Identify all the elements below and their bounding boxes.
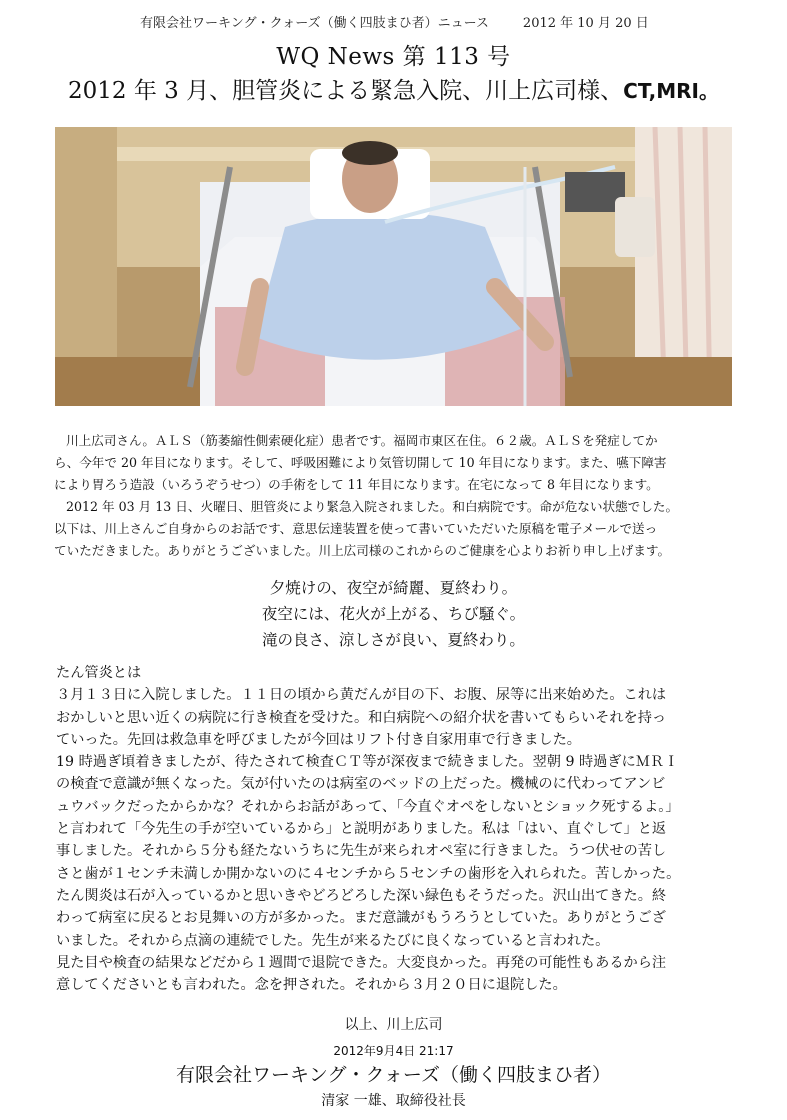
page-title: WQ News 第 113 号 <box>276 44 511 70</box>
section-heading: たん管炎とは <box>56 665 142 681</box>
poem-line: 夜空には、花火が上がる、ちび騒ぐ。 <box>261 605 526 623</box>
publisher-line: 有限会社ワーキング・クォーズ（働く四肢まひ者）ニュース <box>140 16 489 31</box>
intro-paragraph <box>54 430 744 562</box>
author-signoff: 以上、川上広司 <box>344 1017 443 1033</box>
article-body <box>56 662 746 996</box>
body-line: ていった。先回は救急車を呼びましたが今回はリフト付き自家用車で行きました。 <box>56 731 581 748</box>
body-line: さと歯が１センチ未満しか開かないのに４センチから５センチの歯形を入れられた。苦しかった。 <box>56 865 681 882</box>
representative-name: 清家 一雄、取締役社長 <box>321 1093 466 1109</box>
body-line: の検査で意識が無くなった。気が付いたのは病室のベッドの上だった。機械のに代わってアンビ <box>56 776 666 793</box>
intro-line: により胃ろう造設（いろうぞうせつ）の手術をして 11 年目になります。在宅になって 8 年目になります。 <box>54 477 659 492</box>
subtitle-main: 2012 年 3 月、胆管炎による緊急入院、川上広司様、 <box>68 78 624 104</box>
company-name: 有限会社ワーキング・クォーズ（働く四肢まひ者） <box>176 1064 611 1086</box>
haiku-poem <box>0 575 787 653</box>
body-line: ３月１３日に入院しました。１１日の頃から黄だんが目の下、お腹、尿等に出来始めた。これは <box>56 687 667 704</box>
subtitle-tail: CT,MRI。 <box>623 79 719 103</box>
poem-line: 夕焼けの、夜空が綺麗、夏終わり。 <box>269 579 518 597</box>
intro-line: 川上広司さん。ＡＬＳ（筋萎縮性側索硬化症）患者です。福岡市東区在住。６２歳。ＡＬＳを発症してか <box>66 433 658 448</box>
body-line: おかしいと思い近くの病院に行き検査を受けた。和白病院への紹介状を書いてもらいそれを持っ <box>56 709 667 726</box>
intro-line: 2012 年 03 月 13 日、火曜日、胆管炎により緊急入院されました。和白病院です。命が危ない状態でした。 <box>66 499 679 514</box>
body-line: 事しました。それから５分も経たないうちに先生が来られオペ室に行きました。うつ伏せの苦し <box>56 843 667 860</box>
body-line: 意してくださいとも言われた。念を押された。それから３月２０日に退院した。 <box>56 977 567 994</box>
intro-line: 以下は、川上さんご自身からのお話です、意思伝達装置を使って書いていただいた原稿を電子メールで送っ <box>54 521 658 536</box>
issue-date: 2012 年 10 月 20 日 <box>522 16 649 31</box>
body-line: 見た目や検査の結果などだから１週間で退院できた。大変良かった。再発の可能性もあるから注 <box>56 954 667 971</box>
page-subtitle <box>0 72 787 105</box>
poem-line: 滝の良さ、涼しさが良い、夏終わり。 <box>262 631 525 649</box>
header-line <box>140 12 660 31</box>
body-line: と言われて「今先生の手が空いているから」と説明がありました。私は「はい、直ぐして」と返 <box>56 821 667 838</box>
signature-date: 2012年9月4日 21:17 <box>333 1044 454 1058</box>
body-line: ュウバックだったからかな？それからお話があって、｢今直ぐオペをしないとショック死するよ。｣ <box>56 798 673 815</box>
hospital-bed-photo <box>55 127 732 406</box>
body-line: わって病室に戻るとお見舞いの方が多かった。まだ意識がもうろうとしていた。ありがとうござ <box>56 910 666 927</box>
body-line: いました。それから点滴の連続でした。先生が来るたびに良くなっていると言われた。 <box>56 932 610 949</box>
intro-line: ら、今年で 20 年目になります。そして、呼吸困難により気管切開して 10 年目になります。また、嚥下障害 <box>54 455 667 470</box>
body-line: たん関炎は石が入っているかと思いきやどろどろした深い緑色もそうだった。沢山出てきた。終 <box>56 887 667 904</box>
intro-line: ていただきました。ありがとうございました。川上広司様のこれからのご健康を心よりお祈り申し上げます。 <box>54 543 671 558</box>
body-line: 19 時過ぎ頃着きましたが、待たされて検査ＣＴ等が深夜まで続きました。翌朝 9 時過ぎにＭＲＩ <box>56 754 679 771</box>
